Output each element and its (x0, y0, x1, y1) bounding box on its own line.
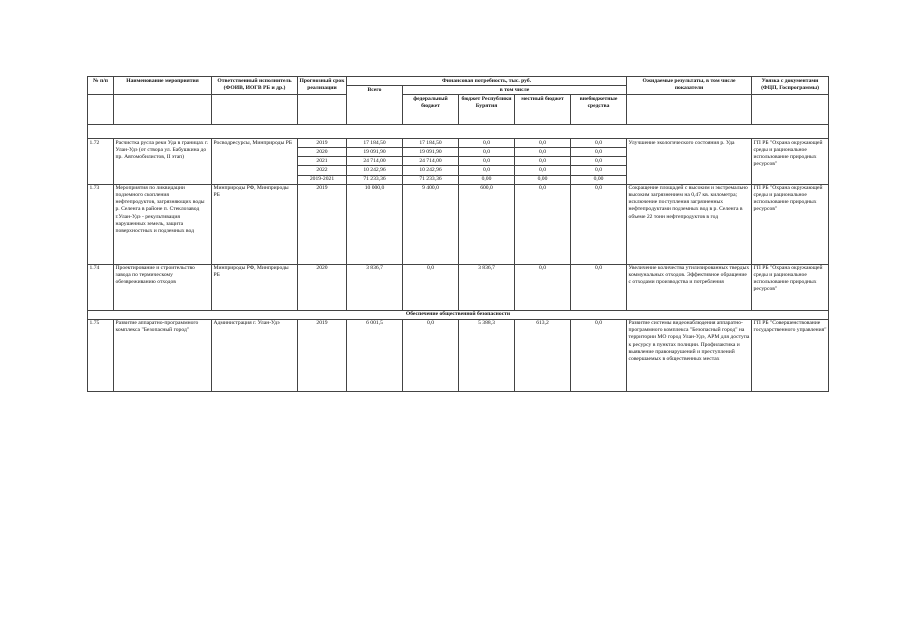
row-responsible: Минприроды РФ, Минприроды РБ (212, 184, 298, 264)
row-extra: 0,0 (571, 148, 627, 157)
header-term: Прогнозный срок реализации (298, 77, 347, 95)
header-spacer (114, 95, 212, 125)
table-row (88, 264, 829, 310)
row-term: 2020 (298, 148, 347, 157)
row-term: 2019 (298, 319, 347, 391)
header-total: Всего (347, 86, 403, 125)
header-spacer (88, 95, 114, 125)
header-responsible: Ответственный исполнитель (ФОИВ, ИОГВ РБ и др.) (212, 77, 298, 95)
row-extra: 0,00 (571, 175, 627, 184)
row-link: ГП РБ "Совершенствование государственного управления" (752, 319, 829, 391)
row-republic: 0,0 (459, 157, 515, 166)
row-name: Мероприятия по ликвидации подземного скопления нефтепродуктов, загрязняющих воды р. Селенга в районе п. Стеклозавод г.Улан-Удэ - рекультивация нарушенных земель, защита поверхностных и подземных вод (114, 184, 212, 264)
row-extra: 0,0 (571, 319, 627, 391)
header-results: Ожидаемые результаты, в том числе показатели (627, 77, 752, 95)
row-num: 1.75 (88, 319, 114, 391)
row-republic: 3 836,7 (459, 264, 515, 310)
row-total: 10 242,96 (347, 166, 403, 175)
row-federal: 24 714,00 (403, 157, 459, 166)
row-term: 2022 (298, 166, 347, 175)
header-link: Увязка с документами (ФЦП, Госпрограммы) (752, 77, 829, 95)
row-total: 17 184,50 (347, 139, 403, 148)
row-term: 2019 (298, 184, 347, 264)
table-row (88, 184, 829, 264)
table-row (88, 139, 829, 148)
measures-table (87, 76, 829, 392)
header-incl: в том числе (403, 86, 627, 95)
row-results: Увеличение количества утилизированных твердых коммунальных отходов. Эффективное обращение с отходами производства и потребления (627, 264, 752, 310)
row-link: ГП РБ "Охрана окружающей среды и рациональное использование природных ресурсов" (752, 139, 829, 184)
row-local: 0,0 (515, 184, 571, 264)
header-federal: федеральный бюджет (403, 95, 459, 125)
section-title: Обеспечение общественной безопасности (88, 310, 829, 319)
row-republic: 0,0 (459, 139, 515, 148)
row-republic: 0,0 (459, 148, 515, 157)
row-local: 0,0 (515, 139, 571, 148)
row-term: 2020 (298, 264, 347, 310)
row-results: Сокращение площадей с высоким и экстремально высоким загрязнением на 0,47 кв. километра; исключение поступления загрязненных нефтепродуктами подземных вод в р. Селенга в объеме 22 тонн нефтепродуктов в год (627, 184, 752, 264)
row-federal: 0,0 (403, 319, 459, 391)
row-results: Развитие системы видеонаблюдения аппаратно-программного комплекса "Безопасный город" на территории МО город Улан-Удэ, АРМ для доступа к ресурсу в пунктах полиции. Профилактика и выявление правонарушений и преступлений совершаемых в общественных местах (627, 319, 752, 391)
row-num: 1.72 (88, 139, 114, 184)
row-term: 2019 (298, 139, 347, 148)
row-federal: 17 184,50 (403, 139, 459, 148)
row-republic: 600,0 (459, 184, 515, 264)
header-spacer (627, 95, 752, 125)
row-local: 0,0 (515, 166, 571, 175)
row-extra: 0,0 (571, 264, 627, 310)
header-name: Наименование мероприятия (114, 77, 212, 95)
header-republic: бюджет Республики Бурятия (459, 95, 515, 125)
row-local: 0,00 (515, 175, 571, 184)
row-federal: 0,0 (403, 264, 459, 310)
header-spacer (212, 95, 298, 125)
row-total: 24 714,00 (347, 157, 403, 166)
row-link: ГП РБ "Охрана окружающей среды и рациональное использование природных ресурсов" (752, 184, 829, 264)
row-extra: 0,0 (571, 166, 627, 175)
row-local: 0,0 (515, 264, 571, 310)
header-spacer (298, 95, 347, 125)
row-responsible: Минприроды РФ, Минприроды РБ (212, 264, 298, 310)
row-total: 19 091,90 (347, 148, 403, 157)
row-total: 3 836,7 (347, 264, 403, 310)
row-responsible: Росводресурсы, Минприроды РБ (212, 139, 298, 184)
row-name: Развитие аппаратно-программного комплекса "Безопасный город" (114, 319, 212, 391)
row-extra: 0,0 (571, 139, 627, 148)
row-federal: 9 400,0 (403, 184, 459, 264)
row-federal: 10 242,96 (403, 166, 459, 175)
row-num: 1.74 (88, 264, 114, 310)
row-republic: 0,00 (459, 175, 515, 184)
row-responsible: Администрация г. Улан-Удэ (212, 319, 298, 391)
header-num: № п/п (88, 77, 114, 95)
row-republic: 0,0 (459, 166, 515, 175)
row-name: Расчистка русла реки Уда в границах г. Улан-Удэ (от створа ул. Бабушкина до пр. Автомобилистов, II этап) (114, 139, 212, 184)
row-results: Улучшение экологического состояния р. Уда (627, 139, 752, 184)
row-extra: 0,0 (571, 157, 627, 166)
row-republic: 5 388,3 (459, 319, 515, 391)
row-term: 2019-2021 (298, 175, 347, 184)
section-row (88, 310, 829, 319)
header-extra: внебюджетные средства (571, 95, 627, 125)
row-num: 1.73 (88, 184, 114, 264)
table-row (88, 319, 829, 391)
row-link: ГП РБ "Охрана окружающей среды и рациональное использование природных ресурсов" (752, 264, 829, 310)
row-local: 0,0 (515, 157, 571, 166)
row-term: 2021 (298, 157, 347, 166)
row-name: Проектирование и строительство завода по термическому обезвреживанию отходов (114, 264, 212, 310)
row-local: 0,0 (515, 148, 571, 157)
row-total: 71 233,36 (347, 175, 403, 184)
row-local: 613,2 (515, 319, 571, 391)
row-extra: 0,0 (571, 184, 627, 264)
header-gap (88, 125, 829, 139)
header-spacer (752, 95, 829, 125)
row-total: 10 000,0 (347, 184, 403, 264)
row-federal: 19 091,90 (403, 148, 459, 157)
header-finance: Финансовая потребность, тыс. руб. (347, 77, 627, 86)
row-total: 6 001,5 (347, 319, 403, 391)
header-local: местный бюджет (515, 95, 571, 125)
row-federal: 71 233,36 (403, 175, 459, 184)
